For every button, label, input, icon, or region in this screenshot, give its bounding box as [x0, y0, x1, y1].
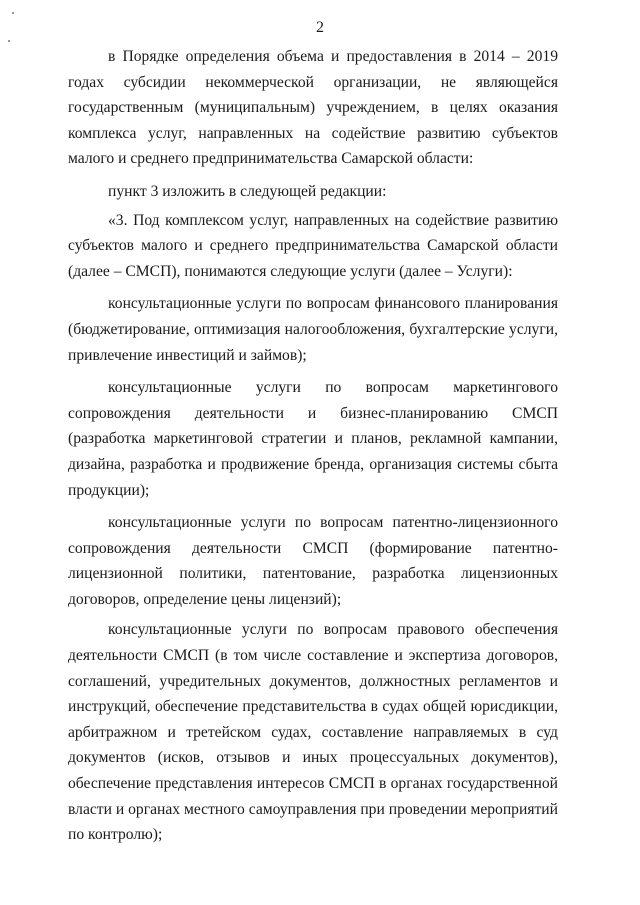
- paragraph-amendment-intro: пункт 3 изложить в следующей редакции:: [108, 182, 387, 200]
- paragraph-marketing: консультационные услуги по вопросам маркетингового сопровождения деятельности и бизнес-планированию СМСП (разработка маркетинговой стратегии и планов, рекламной кампании, дизайна, разработка и продвижение бренда, организация системы сбыта продукции);: [68, 379, 558, 499]
- document-body: [68, 44, 558, 848]
- paragraph-order-reference: в Порядке определения объема и предоставления в 2014 – 2019 годах субсидии некоммерческой организации, не являющейся государственным (муниципальным) учреждением, в целях оказания комплекса услуг, направленных на содействие развитию субъектов малого и среднего предпринимательства Самарской области:: [68, 48, 558, 168]
- paragraph-legal-support: консультационные услуги по вопросам правового обеспечения деятельности СМСП (в том числе составление и экспертиза договоров, соглашений, учредительных документов, должностных регламентов и инструкций, обеспечение представительства в судах общей юрисдикции, арбитражном и третейском судах, составление направляемых в суд документов (исков, отзывов и иных процессуальных документов), обеспечение представления интересов СМСП в органах государственной власти и органах местного самоуправления при проведении мероприятий по контролю);: [68, 621, 558, 844]
- paragraph-patent-licensing: консультационные услуги по вопросам патентно-лицензионного сопровождения деятельности СМСП (формирование патентно-лицензионной политики, патентование, разработка лицензионных договоров, определение цены лицензий);: [68, 514, 558, 608]
- page-number: 2: [316, 19, 324, 36]
- scan-speck: [8, 40, 10, 42]
- paragraph-financial-planning: консультационные услуги по вопросам финансового планирования (бюджетирование, оптимизация налогообложения, бухгалтерские услуги, привлечение инвестиций и займов);: [68, 295, 558, 364]
- scan-speck: [12, 12, 14, 14]
- paragraph-point-3: «3. Под комплексом услуг, направленных на содействие развитию субъектов малого и среднего предпринимательства Самарской области (далее – СМСП), понимаются следующие услуги (далее – Услуги):: [68, 211, 558, 280]
